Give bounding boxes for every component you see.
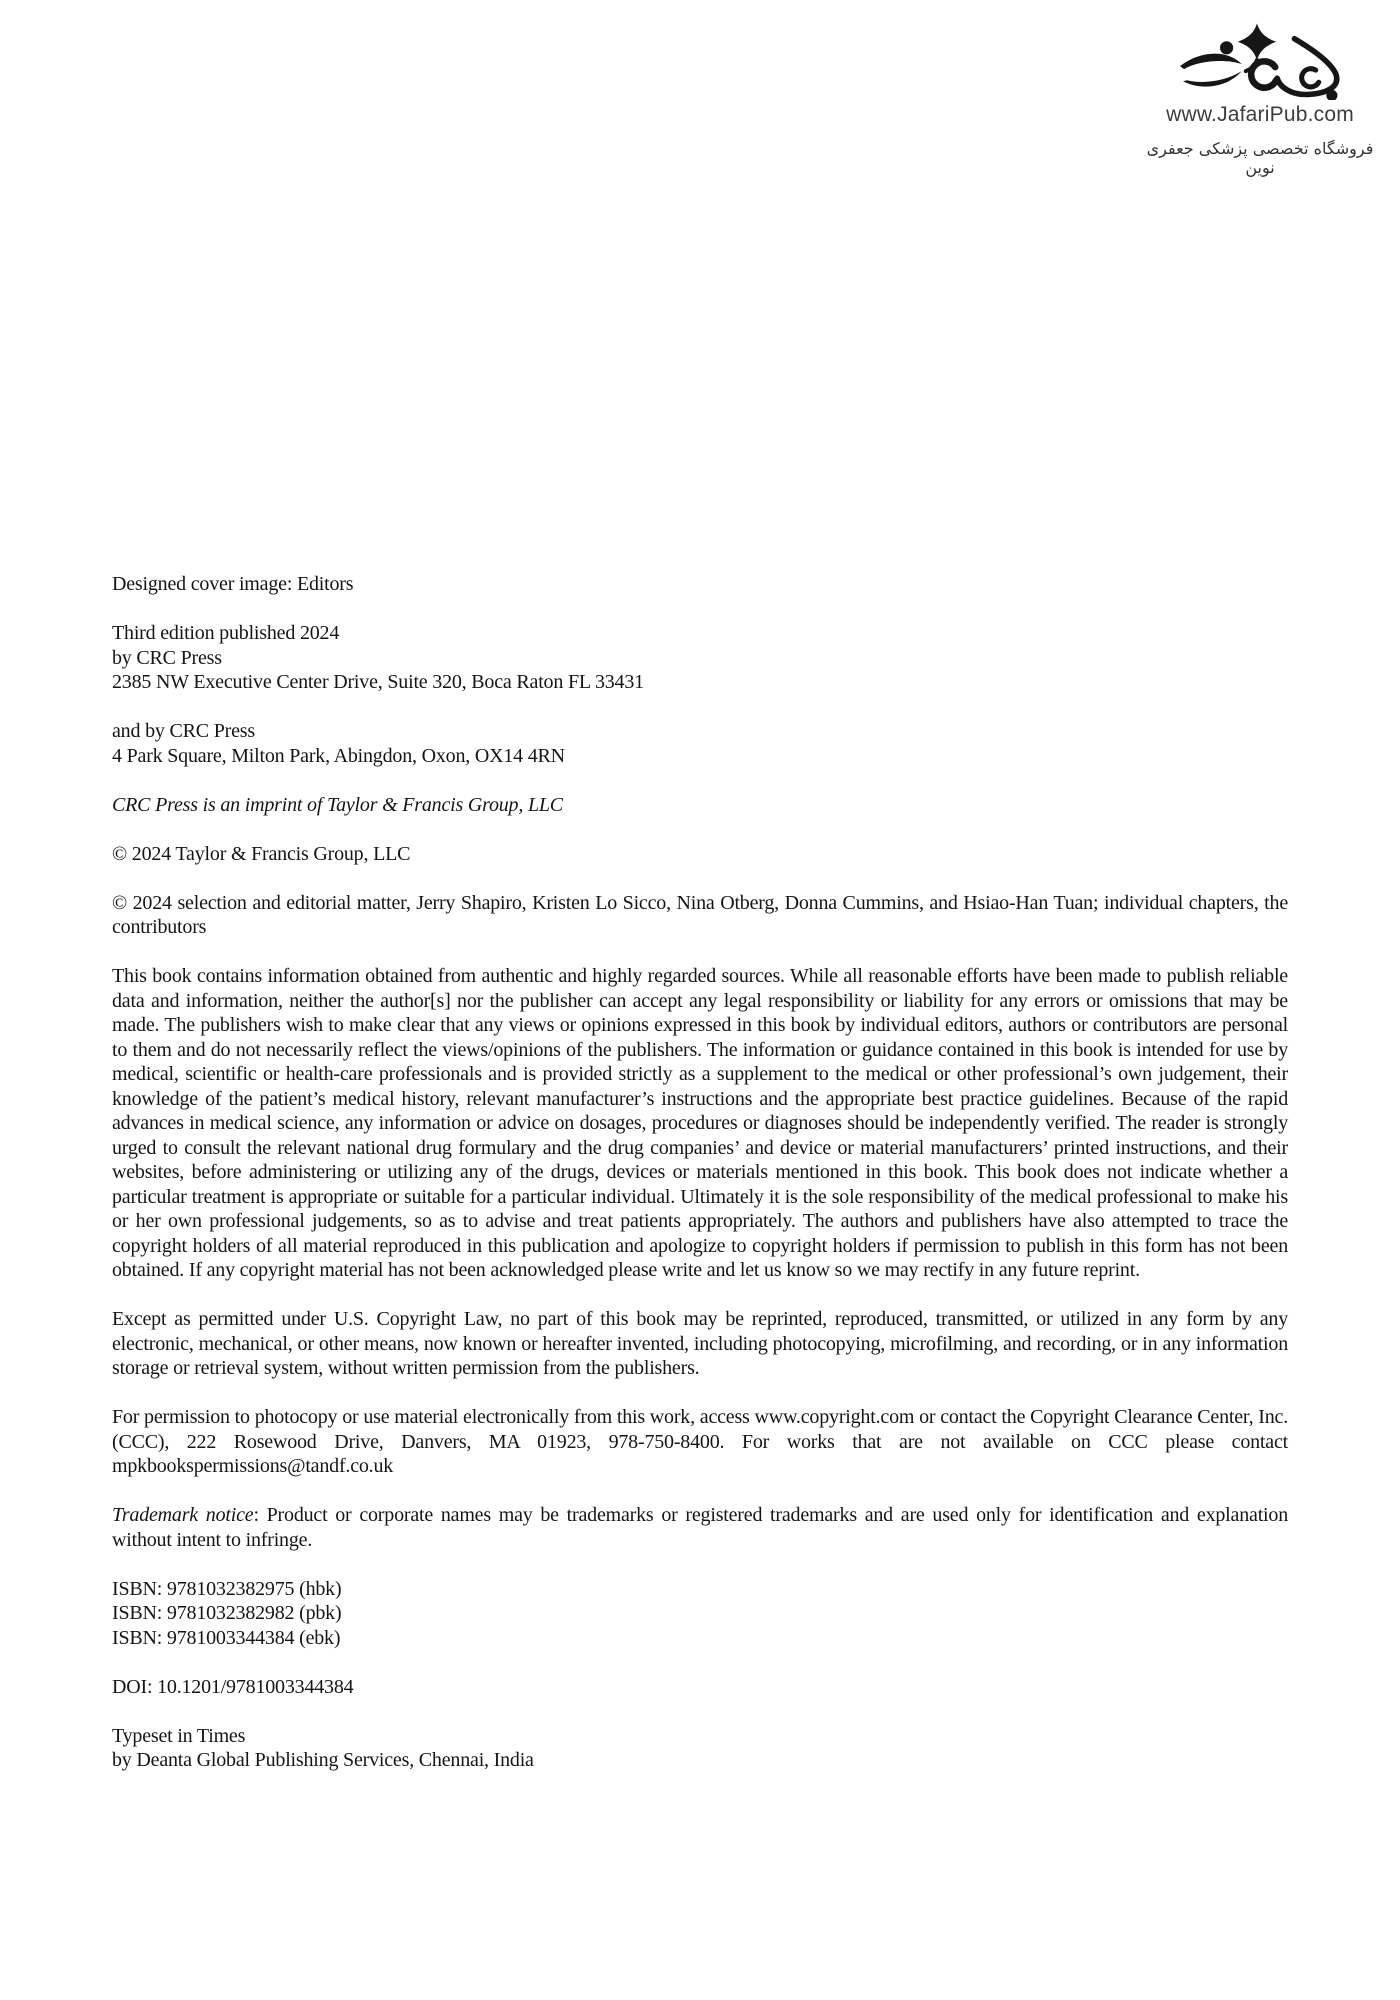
brand-website: www.JafariPub.com bbox=[1166, 103, 1354, 126]
publisher-line: by CRC Press bbox=[112, 646, 222, 669]
imprint-text-block bbox=[112, 572, 1288, 1773]
medical-disclaimer-paragraph: This book contains information obtained from authentic and highly regarded sources. While all reasonable efforts have been made to publish reliable data and information, neither the author[s] nor the publisher can accept any legal responsibility or liability for any errors or omissions that may be made. The publishers wish to make clear that any views or opinions expressed in this book by individual editors, authors or contributors are personal to them and do not necessarily reflect the views/opinions of the publishers. The information or guidance contained in this book is intended for use by medical, scientific or health-care professionals and is provided strictly as a supplement to the medical or other professional’s own judgement, their knowledge of the patient’s medical history, relevant manufacturer’s instructions and the appropriate best practice guidelines. Because of the rapid advances in medical science, any information or advice on dosages, procedures or diagnoses should be independently verified. The reader is strongly urged to consult the relevant national drug formulary and the drug companies’ and device or material manufacturers’ printed instructions, and their websites, before administering or utilizing any of the drugs, devices or materials mentioned in this book. This book does not indicate whether a particular treatment is appropriate or suitable for a particular individual. Ultimately it is the sole responsibility of the medical professional to make his or her own professional judgements, so as to advise and treat patients appropriately. The authors and publishers have also attempted to trace the copyright holders of all material reproduced in this publication and apologize to copyright holders if permission to publish in this form has not been obtained. If any copyright material has not been acknowledged please write and let us know so we may rectify in any future reprint. bbox=[112, 965, 1288, 1281]
isbn-block bbox=[112, 1577, 1288, 1651]
us-copyright-law-paragraph: Except as permitted under U.S. Copyright Law, no part of this book may be reprinted, reproduced, transmitted, or utilized in any form by any electronic, mechanical, or other means, now known or hereafter invented, including photocopying, microfilming, and recording, or in any information storage or retrieval system, without written permission from the publishers. bbox=[112, 1308, 1288, 1379]
imprint-note: CRC Press is an imprint of Taylor & Francis Group, LLC bbox=[112, 793, 563, 816]
uk-edition-block bbox=[112, 719, 1288, 768]
uk-publisher-line: and by CRC Press bbox=[112, 720, 255, 742]
jafaripub-calligraphy-icon bbox=[1179, 22, 1341, 100]
us-edition-block bbox=[112, 621, 1288, 695]
copyright-selection-line: © 2024 selection and editorial matter, Jerry Shapiro, Kristen Lo Sicco, Nina Otberg, Donna Cummins, and Hsiao-Han Tuan; individual chapters, the contributors bbox=[112, 891, 1288, 938]
trademark-notice-paragraph bbox=[112, 1503, 1288, 1552]
typeset-line: Typeset in Times bbox=[112, 1724, 246, 1747]
typesetter-line: by Deanta Global Publishing Services, Chennai, India bbox=[112, 1749, 534, 1771]
isbn-ebk: ISBN: 9781003344384 (ebk) bbox=[112, 1626, 341, 1649]
edition-line: Third edition published 2024 bbox=[112, 622, 340, 644]
permissions-paragraph: For permission to photocopy or use material electronically from this work, access www.copyright.com or contact the Copyright Clearance Center, Inc. (CCC), 222 Rosewood Drive, Danvers, MA 01923, 978-750-8400. For works that are not available on CCC please contact mpkbookspermissions@tandf.co.uk bbox=[112, 1406, 1288, 1477]
us-address-line: 2385 NW Executive Center Drive, Suite 320, Boca Raton FL 33431 bbox=[112, 671, 644, 693]
copyright-group-line: © 2024 Taylor & Francis Group, LLC bbox=[112, 842, 411, 865]
trademark-notice-text: : Product or corporate names may be trademarks or registered trademarks and are used only for identification and explanation without intent to infringe. bbox=[112, 1504, 1289, 1551]
typeset-block bbox=[112, 1724, 1288, 1773]
brand-tagline-farsi: فروشگاه تخصصی پزشکی جعفری نوین bbox=[1146, 139, 1374, 177]
publisher-brand bbox=[1130, 22, 1390, 177]
uk-address-line: 4 Park Square, Milton Park, Abingdon, Oxon, OX14 4RN bbox=[112, 744, 565, 767]
isbn-pbk: ISBN: 9781032382982 (pbk) bbox=[112, 1602, 342, 1624]
doi-line: DOI: 10.1201/9781003344384 bbox=[112, 1675, 354, 1698]
trademark-notice-label: Trademark notice bbox=[112, 1504, 254, 1526]
cover-credit: Designed cover image: Editors bbox=[112, 573, 354, 595]
isbn-hbk: ISBN: 9781032382975 (hbk) bbox=[112, 1577, 342, 1600]
